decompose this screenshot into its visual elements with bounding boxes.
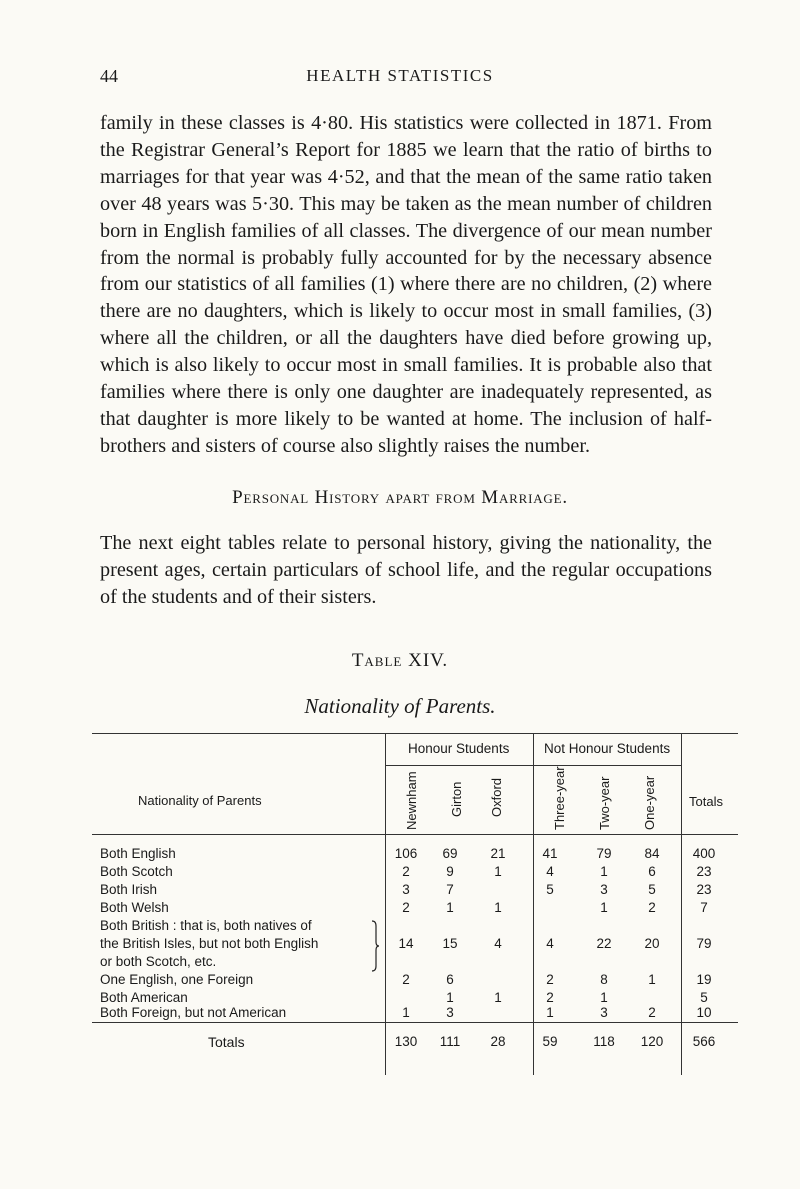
row-label: Both Scotch [100,864,173,879]
cell-value: 4 [546,936,554,951]
row-label: One English, one Foreign [100,972,254,987]
col-header-two-year: Two-year [597,776,612,830]
cell-value: 106 [394,846,418,861]
cell-value: 69 [442,846,458,861]
cell-value: 1 [494,864,502,879]
cell-value: 1 [402,1005,410,1020]
cell-value: 8 [600,972,608,987]
totals-value: 28 [490,1034,506,1049]
cell-value: 2 [402,864,410,879]
cell-value: 3 [600,882,608,897]
cell-value: 1 [648,972,656,987]
col-header-oxford: Oxford [489,777,504,817]
cell-value: 20 [644,936,660,951]
cell-value: 22 [596,936,612,951]
cell-value: 79 [596,846,612,861]
col-header-newnham: Newnham [404,771,419,830]
cell-total: 7 [700,900,708,915]
cell-total: 79 [696,936,712,951]
totals-value: 118 [593,1034,615,1049]
cell-value: 2 [648,900,656,915]
cell-value: 5 [648,882,656,897]
group-header-rule [385,765,681,766]
group-header-honour: Honour Students [408,741,510,756]
cell-value: 1 [494,900,502,915]
header-bottom-rule [92,834,738,835]
row-label-line: Both British : that is, both natives of [100,918,312,933]
cell-value: 15 [442,936,458,951]
totals-label: Totals [208,1034,245,1050]
table-top-rule [92,733,738,734]
section-heading: Personal History apart from Marriage. [232,487,568,508]
cell-value: 1 [600,990,608,1005]
cell-total: 23 [696,864,712,879]
cell-value: 1 [446,990,454,1005]
cell-value: 2 [546,990,554,1005]
row-label-line: or both Scotch, etc. [100,954,217,969]
cell-value: 1 [546,1005,554,1020]
cell-value: 4 [546,864,554,879]
col-header-three-year: Three-year [552,766,567,830]
group-header-not-honour: Not Honour Students [544,741,671,756]
grand-total: 566 [692,1034,716,1049]
intro-paragraph: The next eight tables relate to personal history, giving the nationality, the present ages, certain particulars of school life, and the regular occupations of the students and of their sisters. [100,532,712,608]
totals-rule [92,1022,738,1023]
cell-total: 10 [696,1005,712,1020]
col-divider-3 [681,733,682,1075]
cell-value: 84 [644,846,660,861]
cell-value: 1 [446,900,454,915]
cell-value: 3 [600,1005,608,1020]
cell-value: 7 [446,882,454,897]
cell-value: 2 [402,972,410,987]
cell-value: 3 [402,882,410,897]
cell-value: 1 [600,900,608,915]
page-header [0,62,800,92]
cell-value: 3 [446,1005,454,1020]
table-subtitle: Nationality of Parents. [304,694,496,718]
row-label-line: the British Isles, but not both English [100,936,319,951]
col-divider-1 [385,733,386,1075]
cell-total: 19 [696,972,712,987]
cell-value: 6 [446,972,454,987]
row-header: Nationality of Parents [138,793,262,808]
cell-value: 1 [494,990,502,1005]
row-label: Both Irish [100,882,158,897]
cell-value: 2 [546,972,554,987]
running-title: HEALTH STATISTICS [306,66,494,85]
cell-value: 2 [648,1005,656,1020]
cell-value: 6 [648,864,656,879]
col-divider-2 [533,733,534,1075]
cell-total: 23 [696,882,712,897]
cell-value: 2 [402,900,410,915]
col-header-girton: Girton [449,781,464,817]
row-label: Both Foreign, but not American [100,1005,287,1020]
cell-value: 5 [546,882,554,897]
cell-value: 4 [494,936,502,951]
cell-value: 9 [446,864,454,879]
row-label: Both American [100,990,188,1005]
cell-value: 1 [600,864,608,879]
totals-value: 111 [439,1034,461,1049]
body-paragraph: family in these classes is 4·80. His statistics were collected in 1871. From the Registrar General’s Report for 1885 we learn that the ratio of births to marriages for that year was 4·52, and that the mean of the same ratio taken over 48 years was 5·30. This may be taken as the mean number of children born in English families of all classes. The divergence of our mean number from the normal is probably fully accounted for by the necessary absence from our statistics of all families (1) where there are no children, (2) where there are no daughters, which is likely to occur most in small families, (3) where all the children, or all the daughters have died before growing up, which is also likely to occur most in small families. It is probable also that families where there is only one daughter are inadequately represented, as that daughter is more likely to be wanted at home. The inclusion of half-brothers and sisters of course also slightly raises the number. [100,112,712,457]
totals-value: 130 [394,1034,418,1049]
totals-value: 120 [640,1034,664,1049]
row-label: Both Welsh [100,900,169,915]
totals-value: 59 [542,1034,558,1049]
row-label: Both English [100,846,176,861]
table-title: Table XIV. [351,650,449,671]
cell-total: 400 [692,846,716,861]
col-header-one-year: One-year [642,775,657,830]
cell-total: 5 [700,990,708,1005]
cell-value: 14 [398,936,414,951]
cell-value: 41 [542,846,558,861]
page-number: 44 [100,66,118,86]
cell-value: 21 [490,846,506,861]
row-brace [370,920,380,972]
totals-header: Totals [689,794,723,809]
